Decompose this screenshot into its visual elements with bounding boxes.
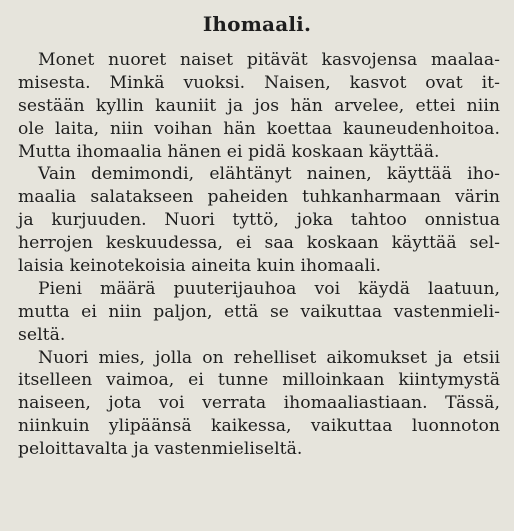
text-line: ole laita, niin voihan hän koettaa kauneudenhoitoa. bbox=[18, 118, 500, 139]
text-line: seltä. bbox=[18, 324, 66, 345]
article-body bbox=[18, 49, 500, 461]
text-line: Mutta ihomaalia hänen ei pidä koskaan käyttää. bbox=[18, 141, 440, 162]
text-line: itselleen vaimoa, ei tunne milloinkaan kiintymystä bbox=[18, 370, 500, 391]
text-line: sestään kyllin kauniit ja jos hän arvelee, ettei niin bbox=[18, 95, 500, 116]
text-line: Vain demimondi, elähtänyt nainen, käyttää iho- bbox=[38, 164, 500, 185]
text-line: maalia salatakseen paheiden tuhkanharmaan värin bbox=[18, 187, 500, 208]
text-line: misesta. Minkä vuoksi. Naisen, kasvot ovat it- bbox=[18, 72, 500, 93]
text-line: laisia keinotekoisia aineita kuin ihomaali. bbox=[18, 256, 382, 277]
text-line: Monet nuoret naiset pitävät kasvojensa maalaa- bbox=[38, 50, 500, 70]
text-line: herrojen keskuudessa, ei saa koskaan käyttää sel- bbox=[18, 233, 500, 254]
text-line: naiseen, jota voi verrata ihomaaliastiaan. Tässä, bbox=[18, 393, 500, 414]
text-line: peloittavalta ja vastenmieliseltä. bbox=[18, 439, 303, 460]
text-line: ja kurjuuden. Nuori tyttö, joka tahtoo onnistua bbox=[18, 210, 500, 231]
text-line: Nuori mies, jolla on rehelliset aikomukset ja etsii bbox=[38, 347, 500, 368]
text-line: mutta ei niin paljon, että se vaikuttaa vastenmieli- bbox=[18, 301, 500, 322]
text-line: niinkuin ylipäänsä kaikessa, vaikuttaa luonnoton bbox=[18, 416, 500, 437]
article-title: Ihomaali. bbox=[202, 12, 312, 36]
text-line: Pieni määrä puuterijauhoa voi käydä laatuun, bbox=[38, 278, 500, 299]
